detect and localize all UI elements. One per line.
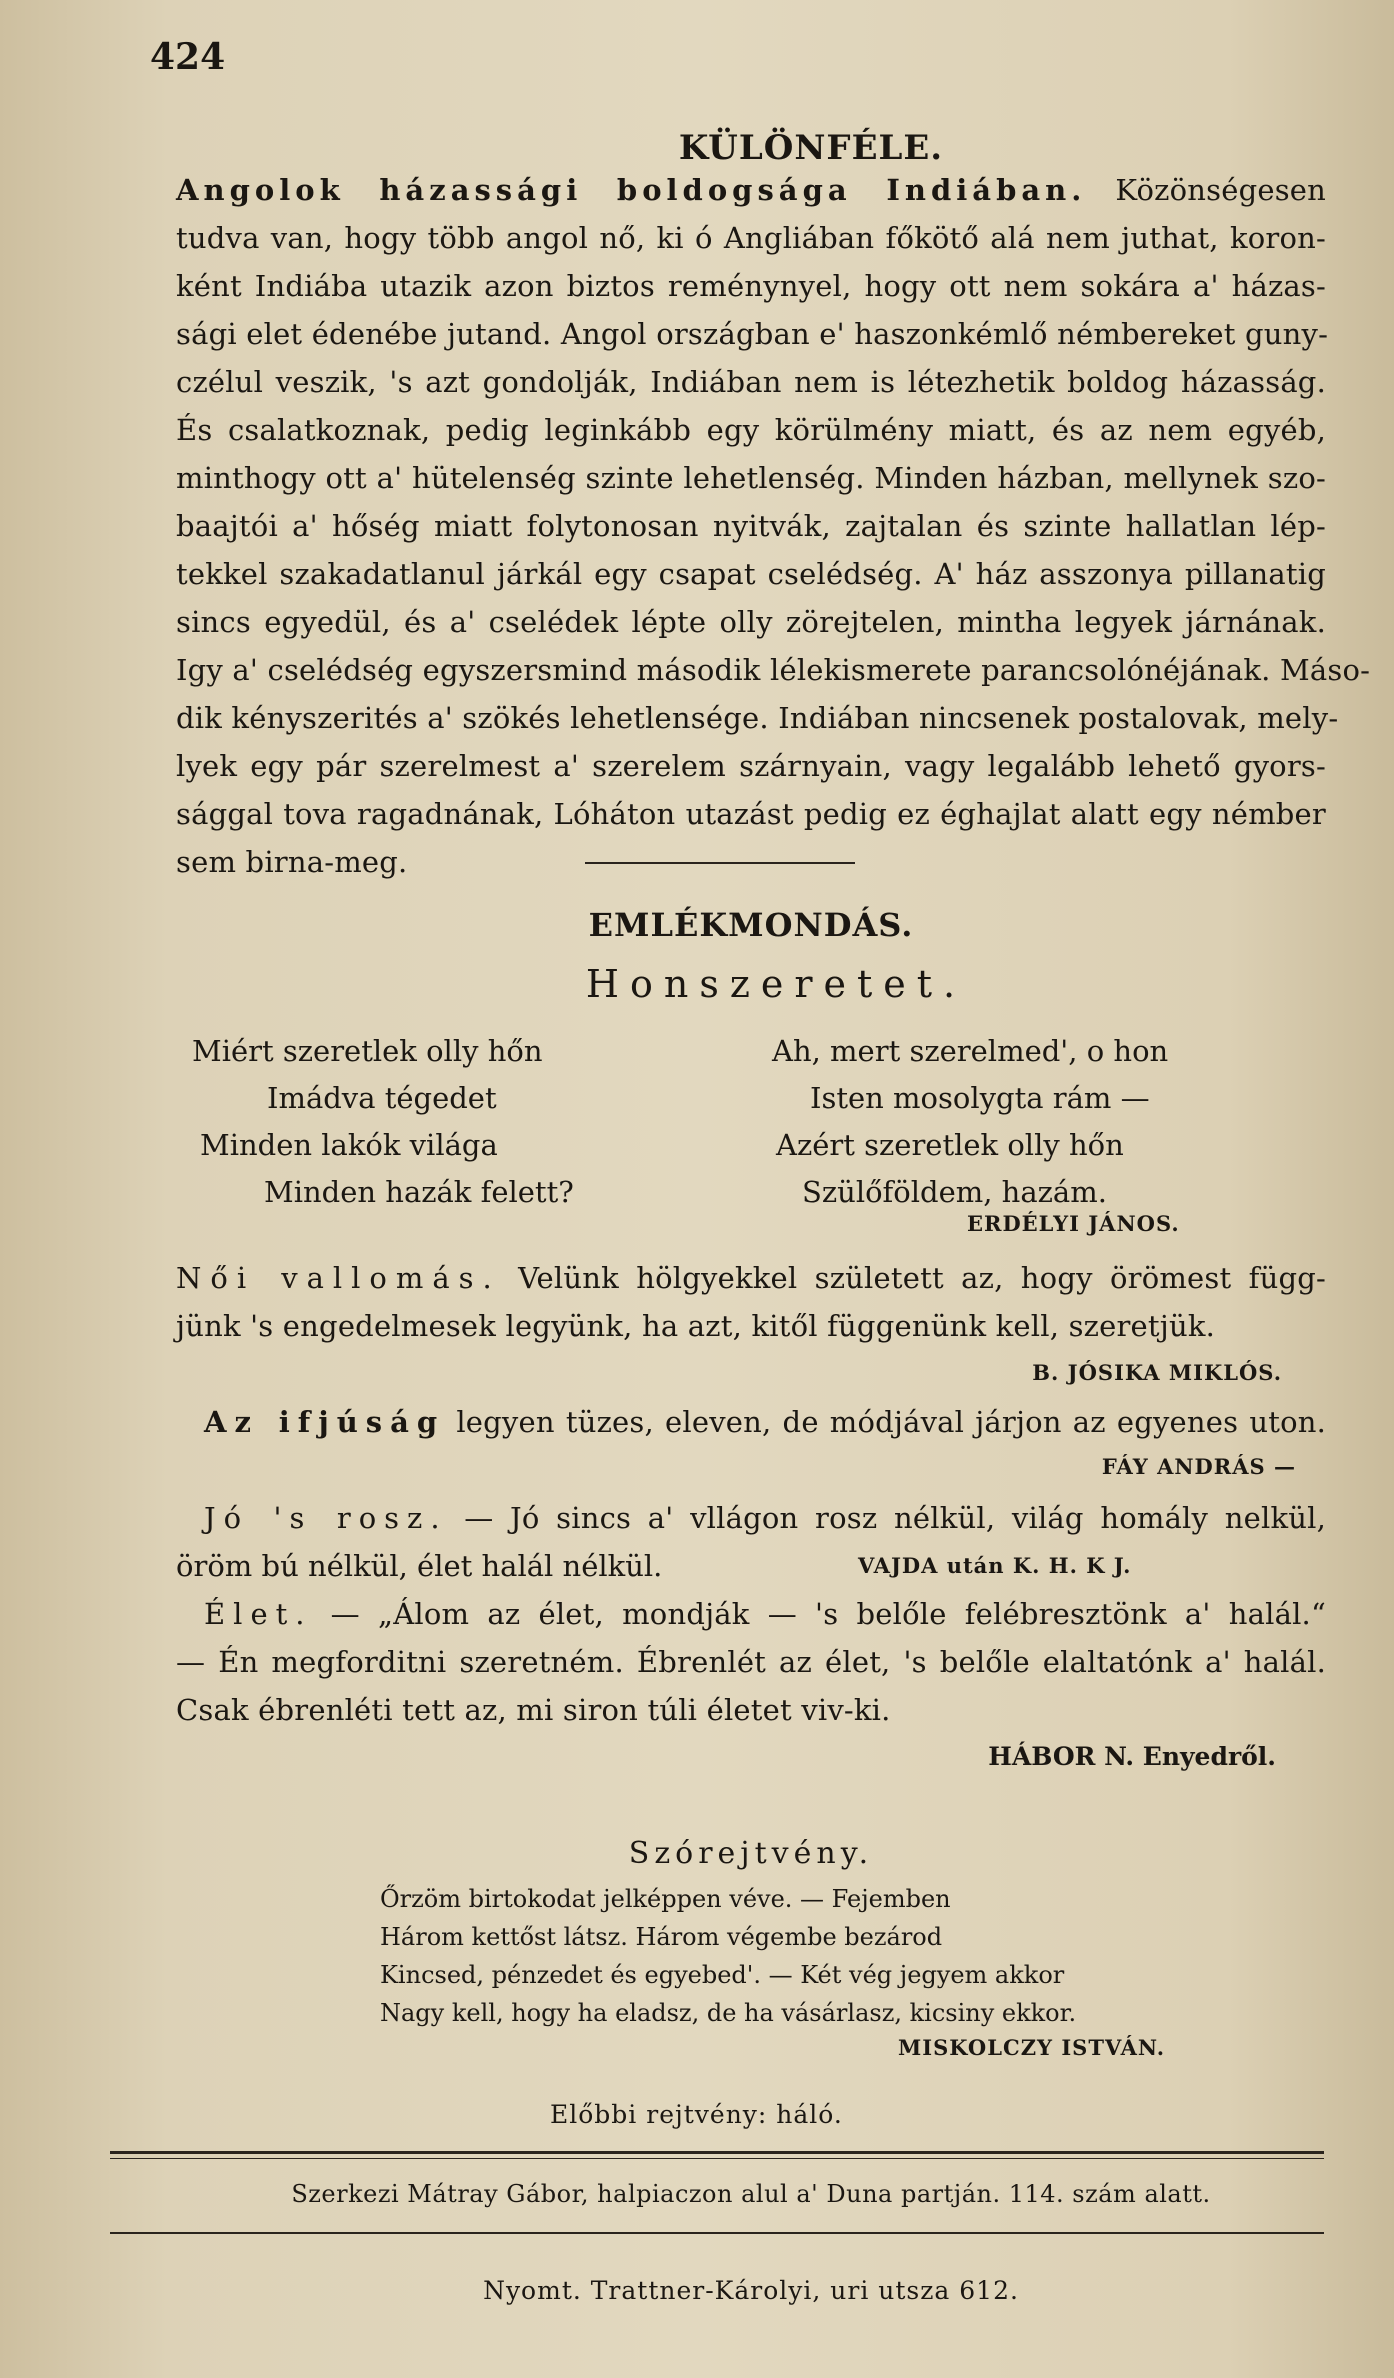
kulonfele-line: czélul veszik, 's azt gondolják, Indiában nem is létezhetik boldog házasság. — [176, 365, 1326, 399]
noi-line: Női vallomás. Velünk hölgyekkel született az, hogy örömest függ- — [176, 1261, 1326, 1295]
jo-lead: Jó 's rosz. — [204, 1501, 448, 1535]
poem-line: Imádva tégedet — [267, 1081, 497, 1115]
noi-line: jünk 's engedelmesek legyünk, ha azt, kitől függenünk kell, szeretjük. — [176, 1309, 1216, 1343]
kulonfele-line: tudva van, hogy több angol nő, ki ó Angliában főkötő alá nem juthat, koron- — [176, 221, 1326, 255]
poem-line: Minden lakók világa — [200, 1128, 498, 1162]
footer-rule-top — [110, 2151, 1324, 2154]
riddle-line: Kincsed, pénzedet és egyebed'. — Két vég jegyem akkor — [380, 1961, 1065, 1989]
elet-author: HÁBOR N. Enyedről. — [988, 1742, 1276, 1771]
riddle-body — [380, 1880, 1076, 2032]
kulonfele-line: lyek egy pár szerelmest a' szerelem szárnyain, vagy legalább lehető gyors- — [176, 749, 1326, 783]
section-ifjusag — [176, 1398, 1326, 1488]
footer-editor: Szerkezi Mátray Gábor, halpiaczon alul a' Duna partján. 114. szám alatt. — [291, 2180, 1211, 2208]
kulonfele-line: sággal tova ragadnának, Lóháton utazást pedig ez éghajlat alatt egy némber — [176, 797, 1326, 831]
poem-line: Minden hazák felett? — [264, 1175, 574, 1209]
kulonfele-line: minthogy ott a' hütelenség szinte lehetlenség. Minden házban, mellynek szo- — [176, 461, 1326, 495]
kulonfele-line: sincs egyedül, és a' cselédek lépte olly zörejtelen, mintha legyek járnának. — [176, 605, 1326, 639]
kulonfele-line: sem birna-meg. — [176, 845, 408, 879]
riddle-author: MISKOLCZY ISTVÁN. — [898, 2035, 1166, 2060]
poem-line: Miért szeretlek olly hőn — [192, 1034, 543, 1068]
riddle-answer: Előbbi rejtvény: háló. — [550, 2100, 843, 2129]
footer-printer: Nyomt. Trattner-Károlyi, uri utsza 612. — [483, 2276, 1019, 2305]
elet-lead: Élet. — [204, 1597, 313, 1631]
jo-author: VAJDA után K. H. K J. — [858, 1553, 1132, 1578]
footer-rule-top-thin — [110, 2158, 1324, 2159]
elet-line: Csak ébrenléti tett az, mi siron túli életet viv-ki. — [176, 1693, 891, 1727]
kulonfele-line: És csalatkoznak, pedig leginkább egy körülmény miatt, és az nem egyéb, — [176, 413, 1326, 447]
ifjusag-line: Az ifjúság legyen tüzes, eleven, de módjával járjon az egyenes uton. — [204, 1405, 1327, 1439]
section-elet — [176, 1590, 1326, 1780]
kulonfele-title: KÜLÖNFÉLE. — [678, 128, 944, 168]
footer-rule-bottom — [110, 2232, 1324, 2234]
elet-line: Élet. — „Álom az élet, mondják — 's belőle felébresztönk a' halál.“ — [204, 1597, 1326, 1631]
riddle-line: Három kettőst látsz. Három végembe bezárod — [380, 1923, 943, 1951]
kulonfele-line: Angolok házassági boldogsága Indiában. Közönségesen — [176, 173, 1327, 207]
jo-line: öröm bú nélkül, élet halál nélkül. VAJDA után K. H. K J. — [176, 1542, 1326, 1590]
ifjusag-lead: Az ifjúság — [204, 1405, 446, 1439]
elet-line: — Én megforditni szeretném. Ébrenlét az élet, 's belőle elaltatónk a' halál. — [176, 1645, 1326, 1679]
poem-author: ERDÉLYI JÁNOS. — [967, 1211, 1180, 1236]
kulonfele-line: baajtói a' hőség miatt folytonosan nyitvák, zajtalan és szinte hallatlan lép- — [176, 509, 1326, 543]
poem-line: Ah, mert szerelmed', o hon — [772, 1034, 1169, 1068]
poem-left-column — [192, 1028, 574, 1216]
section-jo-rosz — [176, 1494, 1326, 1590]
poem-line: Azért szeretlek olly hőn — [776, 1128, 1124, 1162]
poem-line: Szülőföldem, hazám. — [802, 1175, 1107, 1209]
riddle-line: Nagy kell, hogy ha eladsz, de ha vásárlasz, kicsiny ekkor. — [380, 1999, 1077, 2027]
kulonfele-line: ként Indiába utazik azon biztos reménynyel, hogy ott nem sokára a' házas- — [176, 269, 1326, 303]
riddle-title: Szórejtvény. — [628, 1836, 874, 1871]
kulonfele-line: tekkel szakadatlanul járkál egy csapat cselédség. A' ház asszonya pillanatig — [176, 557, 1326, 591]
ifjusag-author: FÁY ANDRÁS — — [1101, 1454, 1296, 1479]
emlekmondas-title: EMLÉKMONDÁS. — [588, 906, 914, 944]
page-number: 424 — [150, 36, 226, 78]
noi-author: B. JÓSIKA MIKLÓS. — [1032, 1360, 1282, 1385]
section-noi-vallomas — [176, 1254, 1326, 1396]
kulonfele-body — [176, 166, 1371, 886]
kulonfele-line: dik kényszerités a' szökés lehetlensége. Indiában nincsenek postalovak, mely- — [176, 701, 1339, 735]
poem-title: Honszeretet. — [585, 962, 967, 1006]
kulonfele-line: Igy a' cselédség egyszersmind második lélekismerete parancsolónéjának. Máso- — [176, 653, 1371, 687]
poem-right-column — [772, 1028, 1168, 1216]
kulonfele-line: sági elet édenébe jutand. Angol országban e' haszonkémlő némbereket guny- — [176, 317, 1329, 351]
jo-line: Jó 's rosz. — Jó sincs a' vllágon rosz nélkül, világ homály nelkül, — [204, 1501, 1327, 1535]
kulonfele-lead: Angolok házassági boldogsága Indiában. — [176, 173, 1087, 207]
poem-line: Isten mosolygta rám — — [810, 1081, 1150, 1115]
section-kulonfele — [176, 128, 1371, 886]
section-divider — [585, 862, 855, 864]
noi-lead: Női vallomás. — [176, 1261, 501, 1295]
riddle-line: Őrzöm birtokodat jelképpen véve. — Fejemben — [380, 1885, 951, 1913]
